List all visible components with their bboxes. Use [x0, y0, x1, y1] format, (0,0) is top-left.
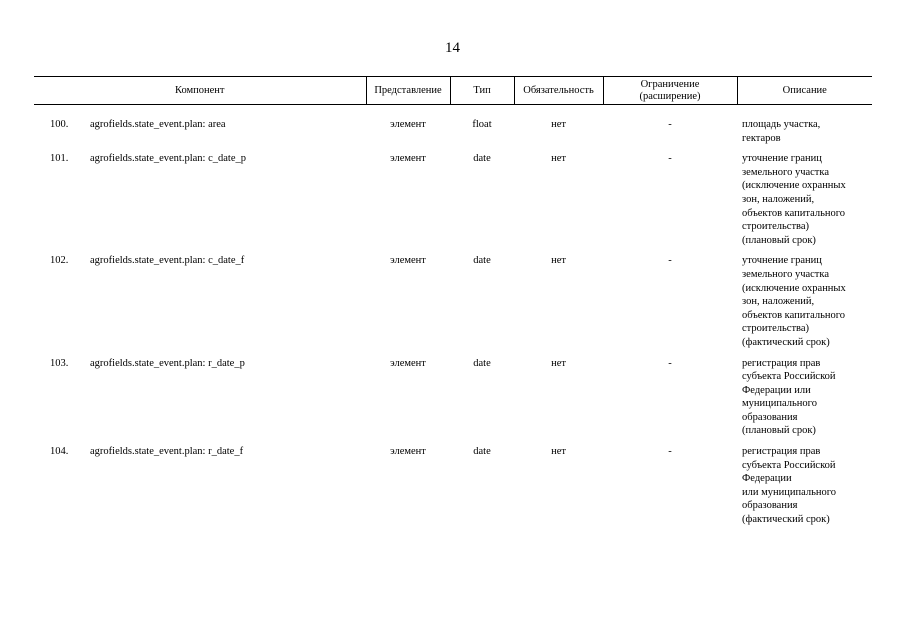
description-line: уточнение границ	[742, 153, 822, 165]
description-line: (фактический срок)	[742, 514, 830, 526]
table-row	[34, 254, 872, 356]
row-component: agrofields.state_event.plan: r_date_p	[90, 357, 245, 369]
header-type: Тип	[450, 77, 514, 105]
table-row	[34, 445, 872, 534]
header-component: Компонент	[34, 77, 366, 105]
description-line: (плановый срок)	[742, 234, 816, 246]
row-number: 100.	[50, 119, 69, 130]
description-line: земельного участка	[742, 166, 829, 178]
table-row	[34, 152, 872, 254]
description-line: земельного участка	[742, 268, 829, 280]
row-type: float	[472, 119, 492, 130]
header-restriction-line1: Ограничение	[640, 78, 700, 90]
description-line: зон, наложений,	[742, 296, 815, 308]
row-number: 104.	[50, 446, 69, 458]
row-restriction: -	[668, 255, 672, 267]
row-component: agrofields.state_event.plan: area	[90, 119, 226, 130]
description-line: муниципального	[742, 398, 817, 410]
row-mandatory: нет	[551, 153, 566, 165]
table-row	[34, 357, 872, 446]
table-body	[34, 118, 872, 534]
row-restriction: -	[668, 119, 672, 130]
description-line: (исключение охранных	[742, 180, 846, 192]
description-line: объектов капитального	[742, 207, 846, 219]
row-component: agrofields.state_event.plan: c_date_p	[90, 153, 246, 165]
description-line: гектаров	[742, 132, 781, 144]
description-line: регистрация прав	[742, 446, 821, 458]
row-component: agrofields.state_event.plan: c_date_f	[90, 255, 245, 267]
description-line: уточнение границ	[742, 255, 822, 267]
description-line: субъекта Российской	[742, 459, 836, 471]
description-line: (фактический срок)	[742, 336, 830, 348]
row-component: agrofields.state_event.plan: r_date_f	[90, 446, 244, 458]
specification-table	[34, 76, 872, 534]
description-line: Федерации	[742, 473, 792, 485]
row-type: date	[473, 153, 491, 165]
description-line: или муниципального	[742, 486, 837, 498]
row-representation: элемент	[390, 357, 426, 369]
description-line: (исключение охранных	[742, 282, 846, 294]
description-line: (плановый срок)	[742, 425, 816, 437]
row-description	[737, 357, 872, 446]
row-type: date	[473, 446, 491, 458]
row-mandatory: нет	[551, 357, 566, 369]
page-number: 14	[445, 40, 460, 56]
row-mandatory: нет	[551, 119, 566, 130]
table-row	[34, 118, 872, 152]
header-mandatory: Обязательность	[514, 77, 603, 105]
row-number: 103.	[50, 357, 69, 369]
row-description	[737, 254, 872, 356]
row-type: date	[473, 255, 491, 267]
description-line: строительства)	[742, 323, 810, 335]
row-restriction: -	[668, 153, 672, 165]
row-description	[737, 152, 872, 254]
description-line: строительства)	[742, 221, 810, 233]
header-restriction-line2: (расширение)	[639, 90, 701, 102]
description-line: объектов капитального	[742, 309, 846, 321]
row-description	[737, 445, 872, 534]
row-description	[737, 118, 872, 152]
row-restriction: -	[668, 446, 672, 458]
row-mandatory: нет	[551, 255, 566, 267]
row-restriction: -	[668, 357, 672, 369]
description-line: субъекта Российской	[742, 371, 836, 383]
row-number: 102.	[50, 255, 69, 267]
row-number: 101.	[50, 153, 69, 165]
description-line: образования	[742, 500, 798, 512]
description-line: Федерации или	[742, 384, 811, 396]
row-type: date	[473, 357, 491, 369]
header-restriction	[603, 77, 737, 105]
description-line: образования	[742, 411, 798, 423]
description-line: регистрация прав	[742, 357, 821, 369]
row-representation: элемент	[390, 446, 426, 458]
header-representation: Представление	[366, 77, 450, 105]
row-representation: элемент	[390, 255, 426, 267]
row-mandatory: нет	[551, 446, 566, 458]
row-representation: элемент	[390, 153, 426, 165]
table-header	[34, 77, 872, 119]
description-line: зон, наложений,	[742, 193, 815, 205]
row-representation: элемент	[390, 119, 426, 130]
header-description: Описание	[737, 77, 872, 105]
description-line: площадь участка,	[742, 119, 821, 130]
